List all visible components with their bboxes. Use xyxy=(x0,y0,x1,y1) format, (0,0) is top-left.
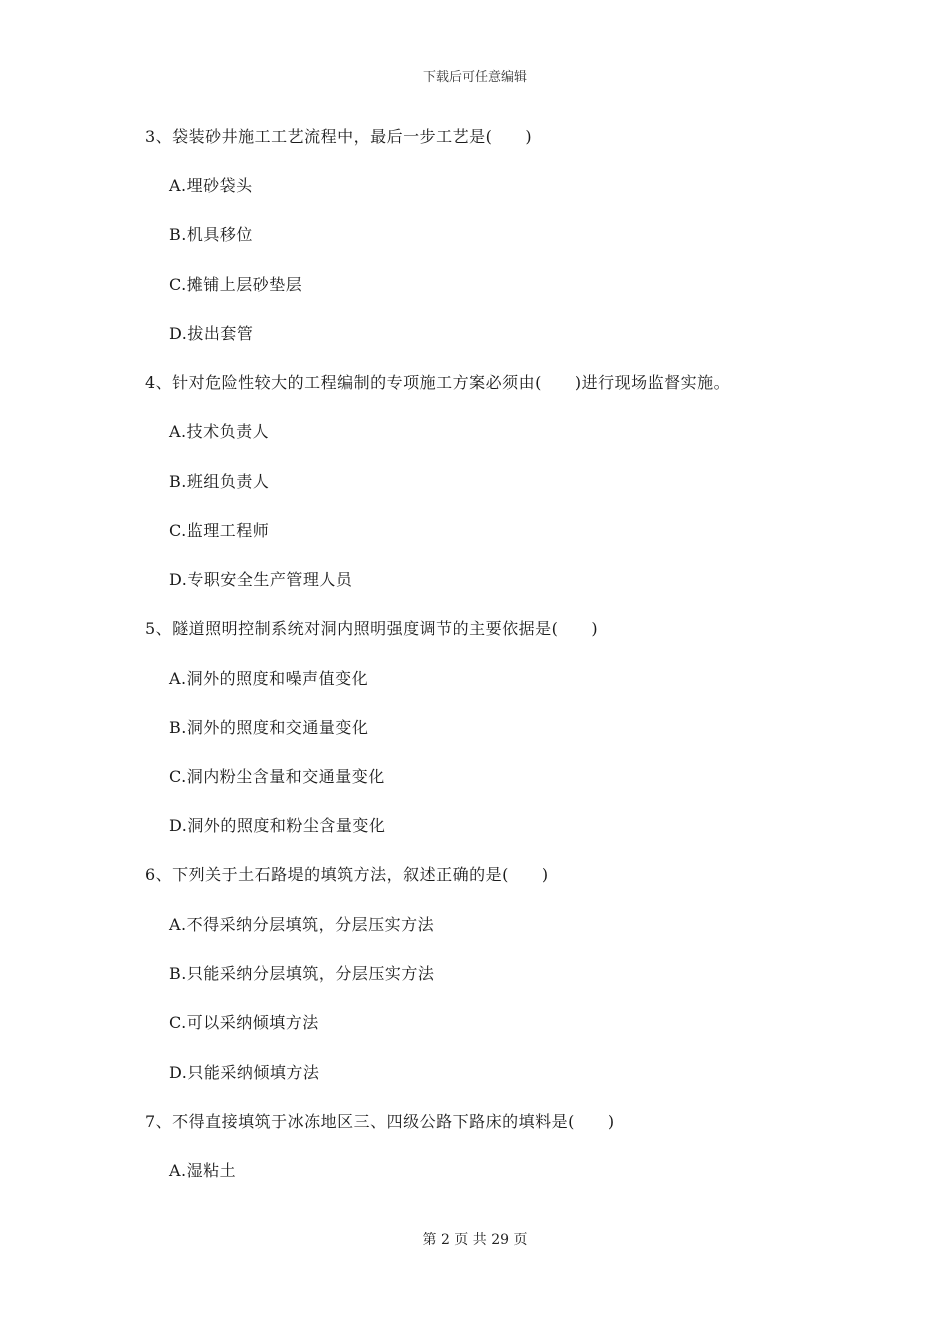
question-stem-3: 3、袋装砂井施工工艺流程中，最后一步工艺是( ) xyxy=(145,127,533,146)
option-4c: C.监理工程师 xyxy=(169,521,270,540)
option-5d: D.洞外的照度和粉尘含量变化 xyxy=(169,816,386,835)
option-6a: A.不得采纳分层填筑，分层压实方法 xyxy=(169,915,435,934)
option-5a: A.洞外的照度和噪声值变化 xyxy=(169,669,369,688)
option-4d: D.专职安全生产管理人员 xyxy=(169,570,353,589)
question-stem-7: 7、不得直接填筑于冰冻地区三、四级公路下路床的填料是( ) xyxy=(145,1112,615,1131)
option-5b: B.洞外的照度和交通量变化 xyxy=(169,718,369,737)
option-3d: D.拔出套管 xyxy=(169,324,254,343)
option-3a: A.埋砂袋头 xyxy=(169,176,253,195)
option-4a: A.技术负责人 xyxy=(169,422,270,441)
option-6d: D.只能采纳倾填方法 xyxy=(169,1063,320,1082)
question-stem-6: 6、下列关于土石路堤的填筑方法，叙述正确的是( ) xyxy=(145,865,549,884)
page-footer: 第 2 页 共 29 页 xyxy=(422,1232,528,1248)
page-header: 下载后可任意编辑 xyxy=(422,70,527,85)
option-3c: C.摊铺上层砂垫层 xyxy=(169,275,303,294)
option-4b: B.班组负责人 xyxy=(169,472,270,491)
question-stem-4: 4、针对危险性较大的工程编制的专项施工方案必须由( )进行现场监督实施。 xyxy=(145,373,731,392)
option-5c: C.洞内粉尘含量和交通量变化 xyxy=(169,767,385,786)
option-6c: C.可以采纳倾填方法 xyxy=(169,1013,319,1032)
option-7a: A.湿粘土 xyxy=(169,1161,237,1180)
option-3b: B.机具移位 xyxy=(169,225,253,244)
question-stem-5: 5、隧道照明控制系统对洞内照明强度调节的主要依据是( ) xyxy=(145,619,599,638)
option-6b: B.只能采纳分层填筑，分层压实方法 xyxy=(169,964,435,983)
